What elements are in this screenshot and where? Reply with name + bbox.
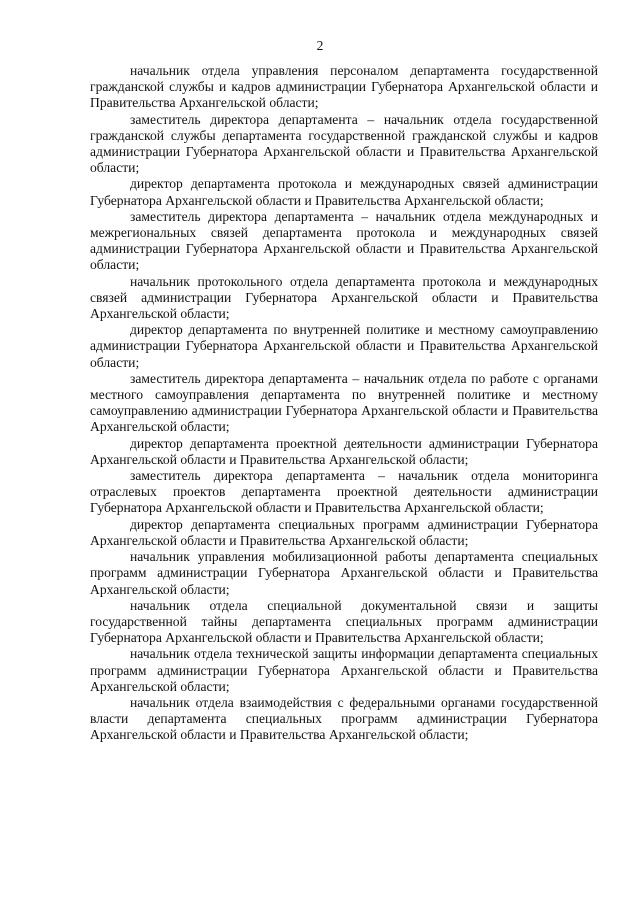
paragraph: директор департамента проектной деятельности администрации Губернатора Архангельской области и Правительства Архангельской области; <box>90 435 598 467</box>
page-number: 2 <box>316 38 324 53</box>
paragraph: директор департамента по внутренней политике и местному самоуправлению администрации Губернатора Архангельской области и Правительства Архангельской области; <box>90 322 598 370</box>
paragraph: начальник отдела технической защиты информации департамента специальных программ администрации Губернатора Архангельской области и Правительства Архангельской области; <box>90 646 598 694</box>
paragraph: заместитель директора департамента – начальник отдела по работе с органами местного самоуправления департамента по внутренней политике и местному самоуправлению администрации Губернатора Архангельской области и Правительства Архангельской области; <box>90 370 598 435</box>
paragraph: заместитель директора департамента – начальник отдела государственной гражданской службы департамента государственной гражданской службы и кадров администрации Губернатора Архангельской области и Правительства Архангельской области; <box>90 111 598 176</box>
paragraph: начальник отдела взаимодействия с федеральными органами государственной власти департамента специальных программ администрации Губернатора Архангельской области и Правительства Архангельской области; <box>90 694 598 743</box>
paragraph: заместитель директора департамента – начальник отдела международных и межрегиональных связей департамента протокола и международных связей администрации Губернатора Архангельской области и Правительства Архангельской области; <box>90 208 598 273</box>
document-body <box>90 63 598 744</box>
paragraph: начальник отдела управления персоналом департамента государственной гражданской службы и кадров администрации Губернатора Архангельской области и Правительства Архангельской области; <box>90 63 598 111</box>
paragraph: начальник управления мобилизационной работы департамента специальных программ администрации Губернатора Архангельской области и Правительства Архангельской области; <box>90 549 598 597</box>
paragraph: директор департамента специальных программ администрации Губернатора Архангельской области и Правительства Архангельской области; <box>90 516 598 548</box>
paragraph: директор департамента протокола и международных связей администрации Губернатора Архангельской области и Правительства Архангельской области; <box>90 176 598 208</box>
paragraph: заместитель директора департамента – начальник отдела мониторинга отраслевых проектов департамента проектной деятельности администрации Губернатора Архангельской области и Правительства Архангельской области; <box>90 468 598 516</box>
paragraph: начальник отдела специальной документальной связи и защиты государственной тайны департамента специальных программ администрации Губернатора Архангельской области и Правительства Архангельской области; <box>90 597 598 646</box>
paragraph: начальник протокольного отдела департамента протокола и международных связей администрации Губернатора Архангельской области и Правительства Архангельской области; <box>90 273 598 322</box>
